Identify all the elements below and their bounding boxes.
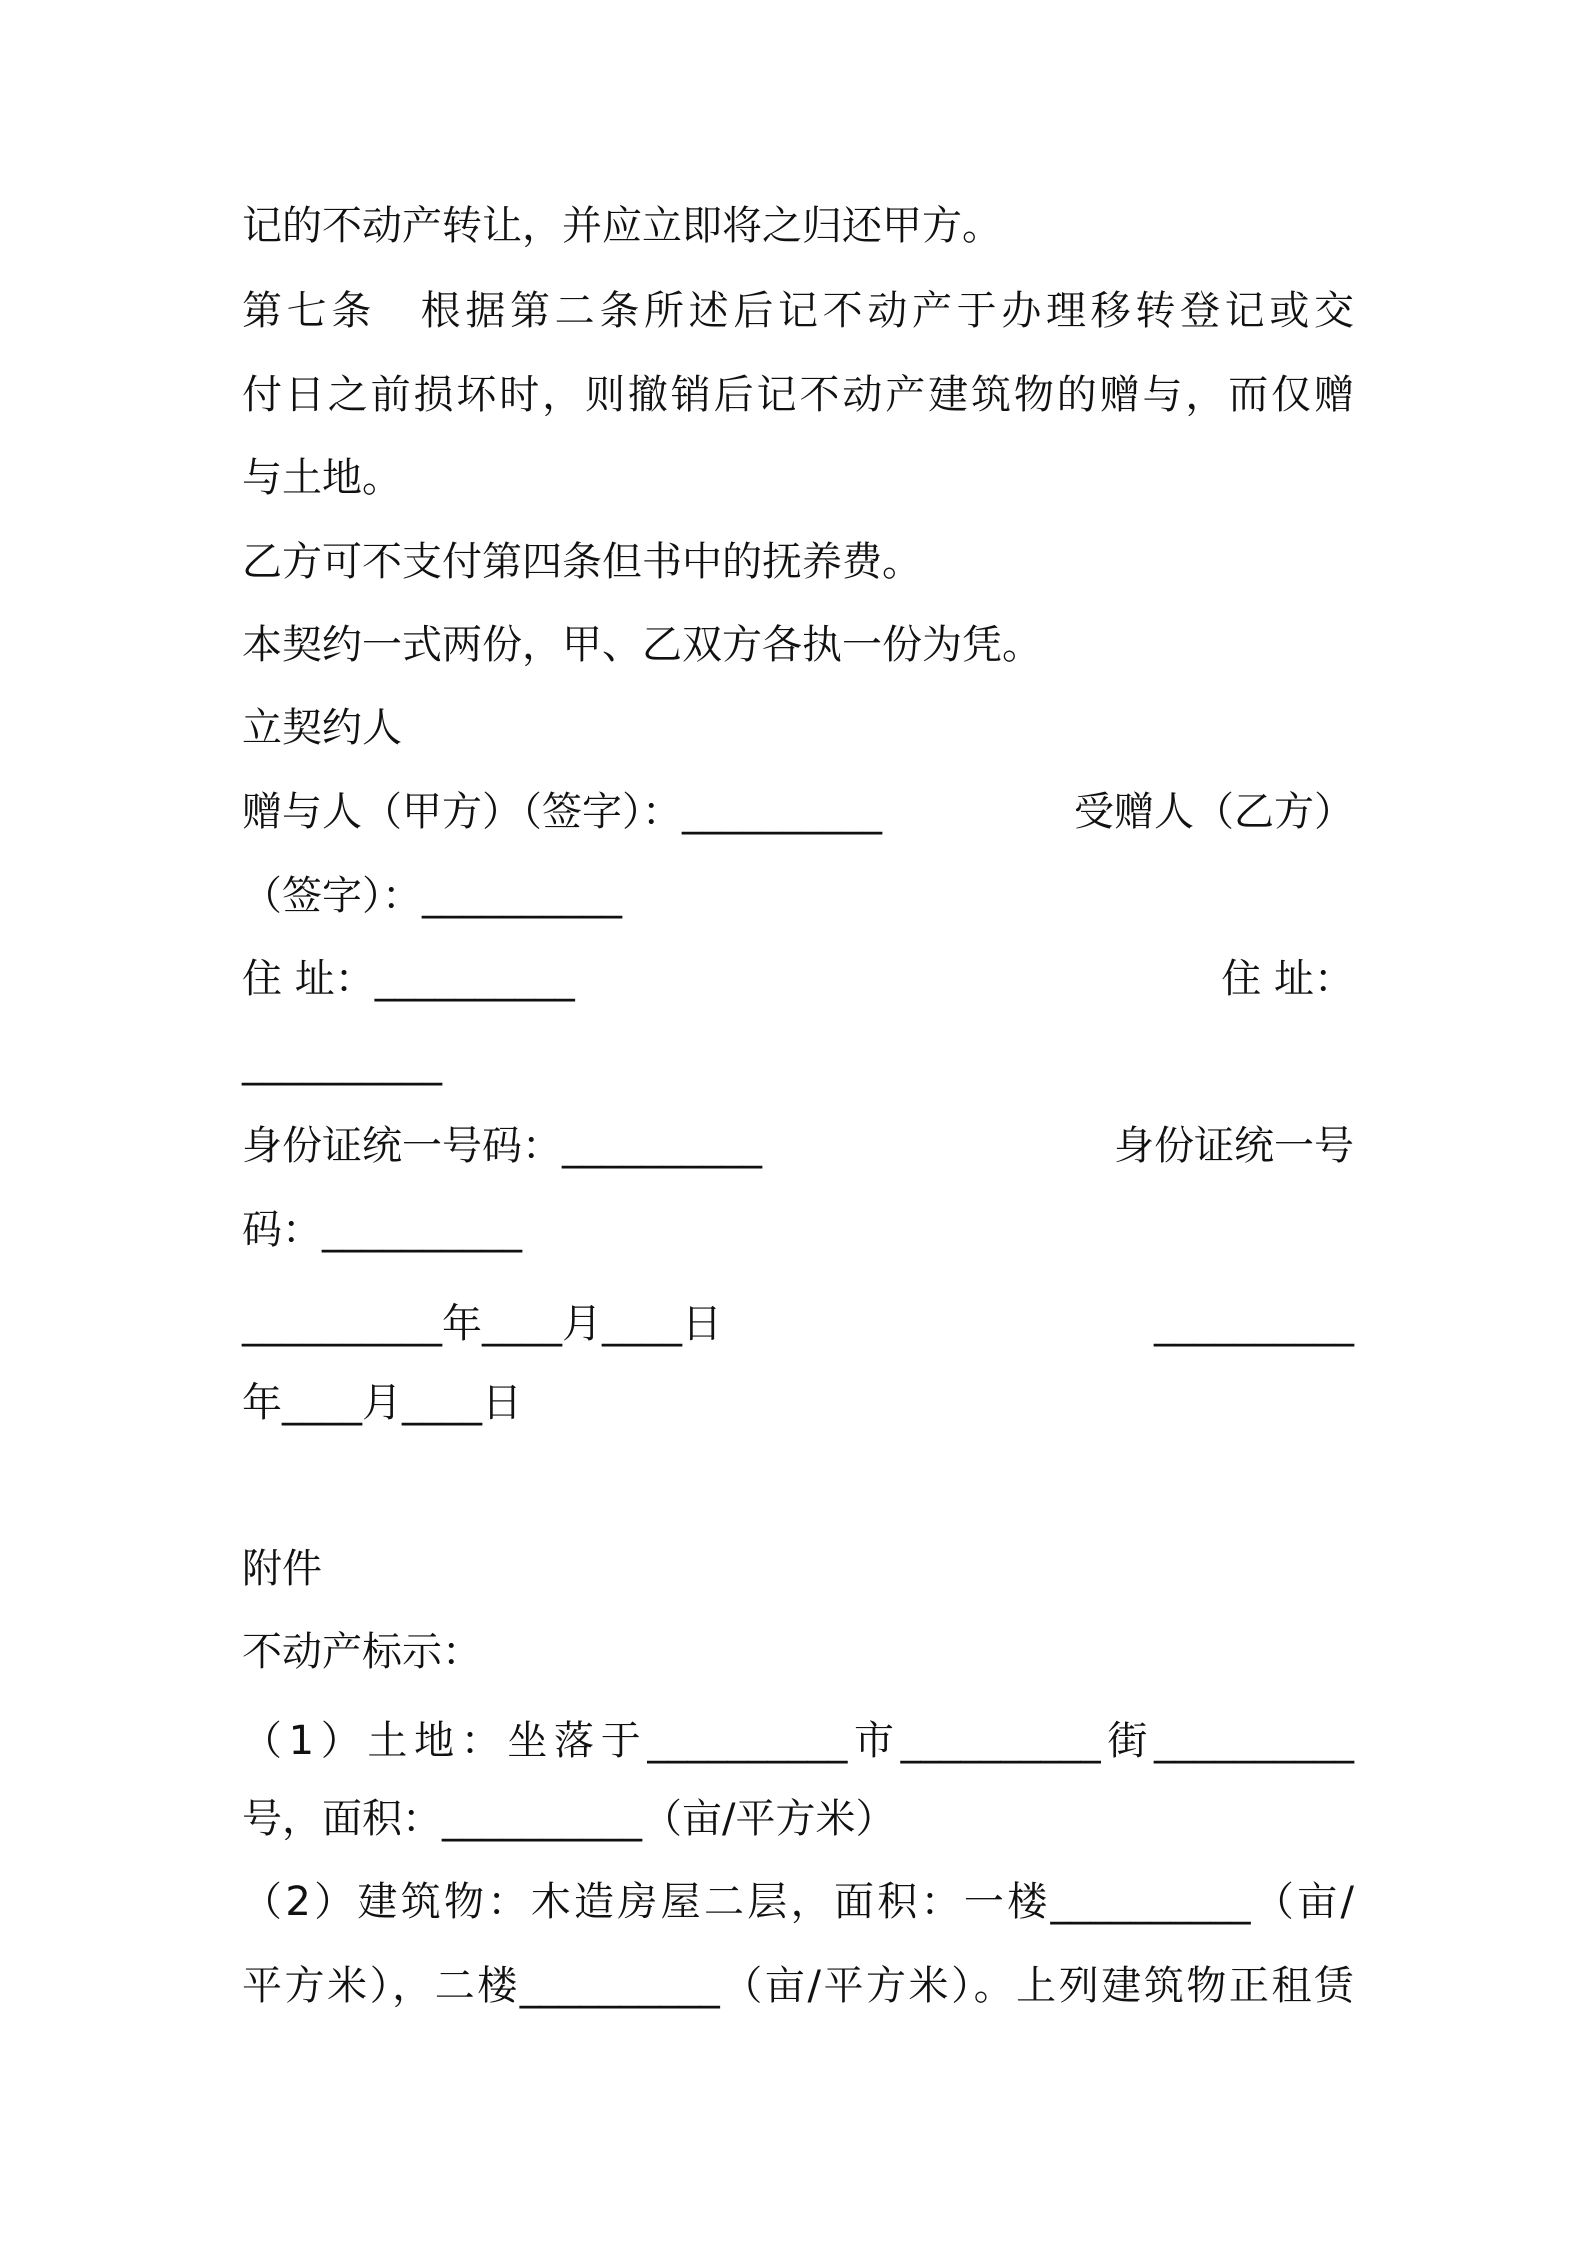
donee-signature-label: 受赠人（乙方）	[1074, 789, 1354, 835]
text-line-1: 记的不动产转让，并应立即将之归还甲方。	[242, 203, 1002, 249]
signatories-heading: 立契约人	[242, 705, 402, 751]
donor-id: 身份证统一号码：__________	[242, 1123, 762, 1169]
article-seven-line-2: 付日之前损坏时，则撤销后记不动产建筑物的赠与，而仅赠	[242, 372, 1354, 418]
donee-id-line: 码：__________	[242, 1207, 522, 1253]
article-seven-line-3: 与土地。	[242, 455, 402, 501]
donee-date-blank: __________	[1154, 1301, 1354, 1347]
donee-signature-line: （签字）：__________	[242, 873, 622, 919]
appendix-item2-line1: （2）建筑物：木造房屋二层，面积：一楼__________（亩/	[242, 1879, 1354, 1925]
appendix-item2-line2: 平方米），二楼__________（亩/平方米）。上列建筑物正租赁	[242, 1963, 1354, 2009]
text-line-support: 乙方可不支付第四条但书中的抚养费。	[242, 539, 922, 585]
donee-date-line: 年____月____日	[242, 1380, 522, 1426]
text-line-copies: 本契约一式两份，甲、乙双方各执一份为凭。	[242, 622, 1042, 668]
article-seven-line-1: 第七条 根据第二条所述后记不动产于办理移转登记或交	[242, 288, 1354, 334]
donor-signature-label: 赠与人（甲方）（签字）：__________	[242, 789, 882, 835]
donee-address-blank: __________	[242, 1040, 442, 1086]
date-row	[242, 1298, 1354, 1350]
donor-address: 住 址：__________	[242, 956, 575, 1002]
appendix-title: 附件	[242, 1546, 322, 1592]
donee-id-label: 身份证统一号	[1114, 1123, 1354, 1169]
address-row	[242, 953, 1354, 1005]
appendix-item1-line1: （1）土地：坐落于__________市__________街__________	[242, 1718, 1354, 1764]
id-row	[242, 1120, 1354, 1172]
signature-row-1	[242, 786, 1354, 838]
donee-address-label: 住 址：	[1221, 956, 1354, 1002]
appendix-item1-line2: 号，面积：__________（亩/平方米）	[242, 1796, 896, 1842]
donor-date: __________年____月____日	[242, 1301, 722, 1347]
appendix-subtitle: 不动产标示：	[242, 1629, 482, 1675]
